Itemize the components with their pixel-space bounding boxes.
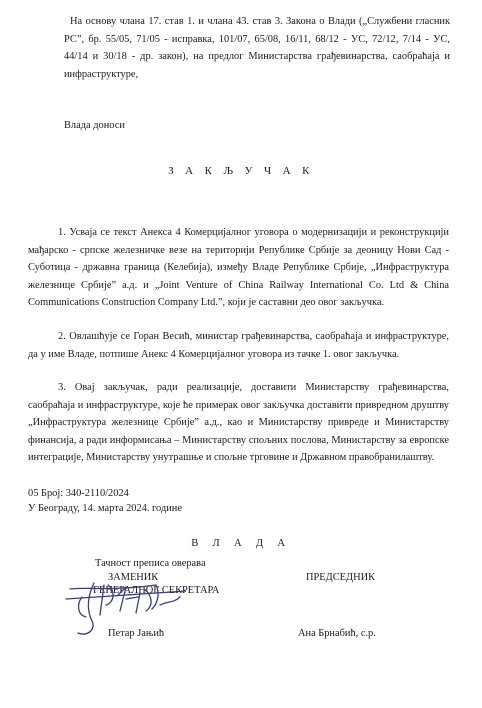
secretary-general-title: ГЕНЕРАЛНОГ СЕКРЕТАРА xyxy=(93,585,220,596)
conclusion-item-1: 1. Усваја се текст Анекса 4 Комерцијалног уговора о модернизацији и реконструкцији мађарско - српске железничке везе на територији Републике Србије за деоницу Нови Сад - Суботица - државна граница (Келебија), између Владе Републике Србије, „Инфраструктура железнице Србије” а.д. и „Joint Venture of China Railway International Co. Ltd & China Communications Construction Company Ltd.”, који је саставни део овог закључка. xyxy=(28,227,449,309)
deputy-name: Петар Јањић xyxy=(108,628,165,639)
copy-verification-line: Тачност преписа оверава xyxy=(95,558,206,569)
conclusion-item-3: 3. Овај закључак, ради реализације, доставити Министарству грађевинарства, саобраћаја и инфраструктуре, које ће примерак овог закључка доставити привредном друштву „Инфраструктура железнице Србије” а.д., као и Министарству привреде и Министарству финансија, а ради информисања – Министарству спољних послова, Министарству за европске интеграције, Министарству унутрашње и спољне трговине и Државном правобранилаштву. xyxy=(28,382,449,464)
president-name: Ана Брнабић, с.р. xyxy=(298,628,376,639)
legal-basis-paragraph: На основу члана 17. став 1. и члана 43. став 3. Закона о Влади („Службени гласник РС”, бр. 55/05, 71/05 - исправка, 101/07, 65/08, 16/11, 68/12 - УС, 72/12, 7/14 - УС, 44/14 и 30/18 - др. закон), на предлог Министарства грађевинарства, саобраћаја и инфраструктуре, xyxy=(64,16,450,80)
conclusion-item-2: 2. Овлашћује се Горан Весић, министар грађевинарства, саобраћаја и инфраструктуре, да у име Владе, потпише Анекс 4 Комерцијалног уговора из тачке 1. овог закључка. xyxy=(28,331,449,360)
government-label: В Л А Д А xyxy=(191,538,291,549)
document-title: З А К Љ У Ч А К xyxy=(168,165,314,177)
place-and-date: У Београду, 14. марта 2024. године xyxy=(28,503,182,514)
document-number: 05 Број: 340-2110/2024 xyxy=(28,488,129,499)
govt-decides-line: Влада доноси xyxy=(64,120,125,131)
president-title: ПРЕДСЕДНИК xyxy=(306,572,376,583)
deputy-title: ЗАМЕНИК xyxy=(108,572,159,583)
